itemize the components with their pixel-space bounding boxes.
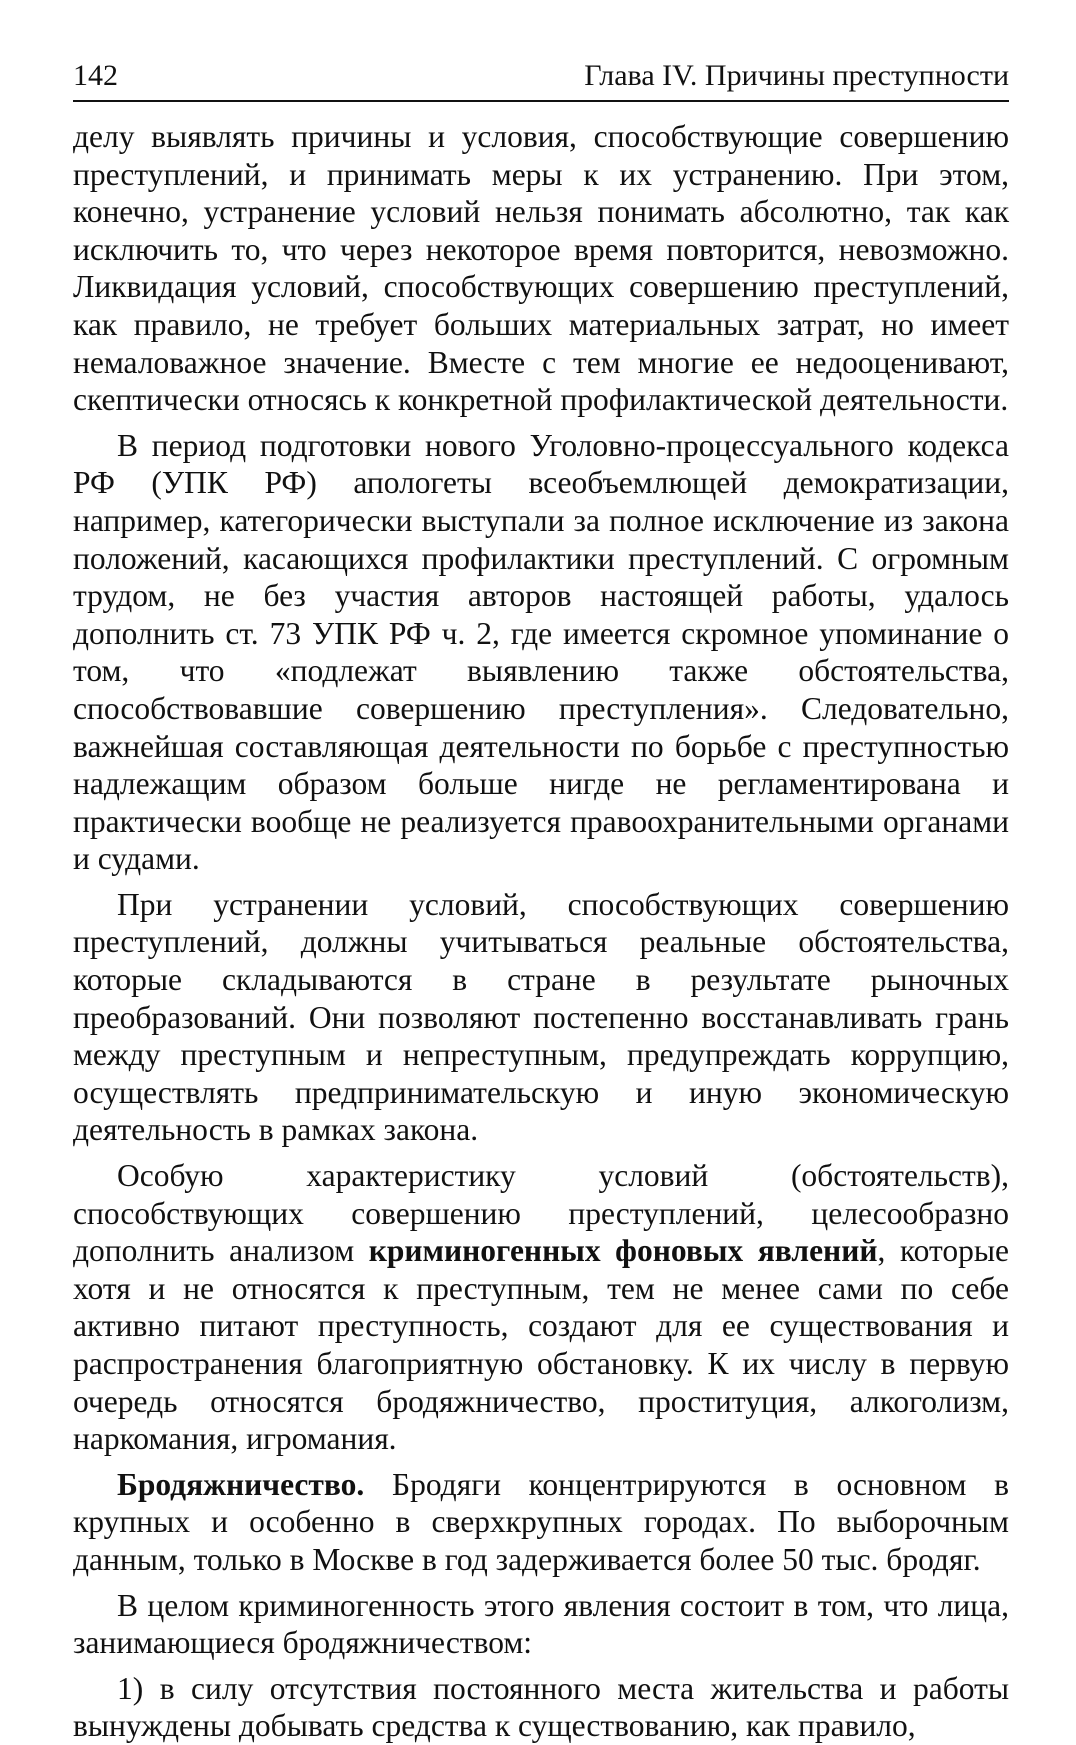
page-number: 142 bbox=[73, 59, 118, 92]
paragraph-5-text: Бродяги концентрируются в основном в крупных и особенно в сверхкрупных городах. По выборочным данным, только в Москве в год задерживается более 50 тыс. бродяг. bbox=[73, 1466, 1009, 1577]
running-header bbox=[73, 58, 1009, 102]
list-item-1: 1) в силу отсутствия постоянного места жительства и работы вынуждены добывать средства к существованию, как правило, bbox=[73, 1670, 1009, 1744]
section-run-in-heading: Бродяжничество. bbox=[117, 1466, 365, 1502]
paragraph-6: В целом криминогенность этого явления состоит в том, что лица, занимающиеся бродяжничеством: bbox=[73, 1587, 1009, 1661]
bold-term: криминогенных фоновых явлений bbox=[368, 1233, 878, 1269]
book-page bbox=[73, 58, 1009, 1745]
paragraph-3: При устранении условий, способствующих совершению преступлений, должны учитываться реальные обстоятельства, которые складываются в стране в результате рыночных преобразований. Они позволяют постепенно восстанавливать грань между преступным и непреступным, предупреждать коррупцию, осуществлять предпринимательскую и иную экономическую деятельность в рамках закона. bbox=[73, 886, 1009, 1148]
paragraph-5 bbox=[73, 1466, 1009, 1579]
paragraph-4 bbox=[73, 1157, 1009, 1458]
paragraph-1: делу выявлять причины и условия, способствующие совершению преступлений, и принимать меры к их устранению. При этом, конечно, устранение условий нельзя понимать абсолютно, так как исключить то, что через некоторое время повторится, невозможно. Ликвидация условий, способствующих совершению преступлений, как правило, не требует больших материальных затрат, но имеет немаловажное значение. Вместе с тем многие ее недооценивают, скептически относясь к конкретной профилактической деятельности. bbox=[73, 119, 1009, 418]
body-text bbox=[73, 118, 1009, 1745]
chapter-title: Глава IV. Причины преступности bbox=[584, 59, 1009, 92]
paragraph-2: В период подготовки нового Уголовно-процессуального кодекса РФ (УПК РФ) апологеты всеобъемлющей демократизации, например, категорически выступали за полное исключение из закона положений, касающихся профилактики преступлений. С огромным трудом, не без участия авторов настоящей работы, удалось дополнить ст. 73 УПК РФ ч. 2, где имеется скромное упоминание о том, что «подлежат выявлению также обстоятельства, способствовавшие совершению преступления». Следовательно, важнейшая составляющая деятельности по борьбе с преступностью надлежащим образом больше нигде не регламентирована и практически вообще не реализуется правоохранительными органами и судами. bbox=[73, 427, 1009, 877]
paragraph-4-end: , которые хотя и не относятся к преступным, тем не менее сами по себе активно питают преступность, создают для ее существования и распространения благоприятную обстановку. К их числу в первую очередь относятся бродяжничество, проституция, алкоголизм, наркомания, игромания. bbox=[73, 1233, 1009, 1457]
paragraph-4-start: Особую характеристику условий (обстоятельств), способствующих совершению преступлений, целесообразно дополнить анализом bbox=[73, 1158, 1009, 1269]
